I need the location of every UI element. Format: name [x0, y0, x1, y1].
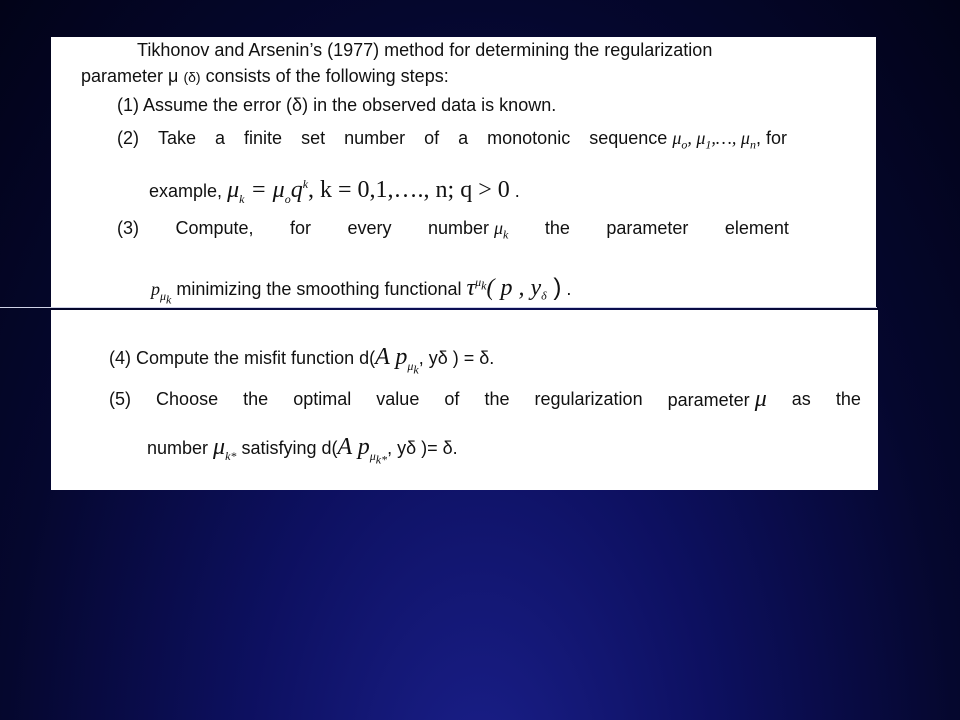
step-5-line-1: (5) Choose the optimal value of the regularization parameter μ as the	[109, 386, 861, 412]
mu-symbol: μ	[754, 386, 767, 412]
p-mu-k-symbol: $p_{\mu_k}$	[151, 279, 172, 306]
step-5-line-2: number $\mu_{k*}$ satisfying d(A $p_{\mu_{k*}}$, yδ )= δ.	[147, 434, 458, 467]
step-3-line-1: (3) Compute, for every number $\mu_k$ the parameter element	[117, 218, 789, 242]
step-1: (1) Assume the error (δ) in the observed data is known.	[117, 95, 557, 115]
mu-k-formula: $\mu_k = \mu_oq^k$	[227, 177, 309, 206]
mu-sequence: $\mu_o$, $\mu_1,\dots$, $\mu_n$	[672, 128, 756, 152]
intro-line-1: Tikhonov and Arsenin’s (1977) method for determining the regularization	[137, 40, 713, 60]
a-p-mu-k-star: A $p_{\mu_{k*}}$	[337, 434, 388, 467]
slide-panel-top	[51, 37, 876, 307]
mu-k-symbol: $\mu_k$	[494, 218, 509, 242]
step-2-line-1: (2) Take a finite set number of a monotonic sequence $\mu_o$, $\mu_1,\dots$, $\mu_n$, for	[117, 128, 787, 152]
intro-line-2: parameter μ (δ) consists of the following steps:	[81, 66, 449, 86]
slide-panel-bottom	[51, 310, 878, 490]
a-p-mu-k: A $p_{\mu_k}$	[375, 344, 419, 377]
mu-k-star: $\mu_{k*}$	[213, 434, 237, 463]
panel-divider	[0, 307, 877, 308]
step-3-line-2: $p_{\mu_k}$ minimizing the smoothing functional $\tau^{\mu_k}$( p , $y_\delta$ ) .	[151, 274, 572, 306]
step-4: (4) Compute the misfit function d(A $p_{\mu_k}$, yδ ) = δ.	[109, 344, 495, 377]
step-2-line-2: example, $\mu_k = \mu_oq^k$, k = 0,1,…., n; q > 0 .	[149, 177, 520, 206]
tau-functional: $\tau^{\mu_k}$	[466, 275, 487, 301]
